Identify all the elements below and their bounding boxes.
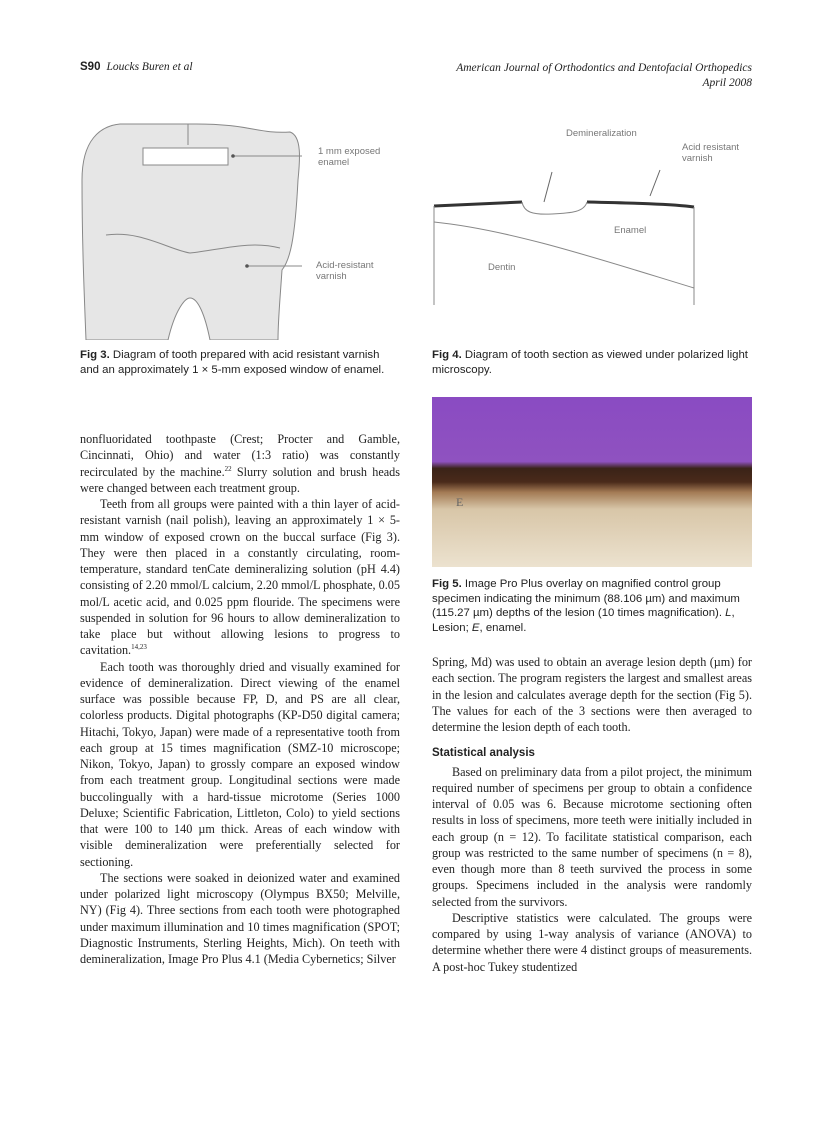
left-column-text bbox=[80, 431, 400, 967]
text: Slurry solution and brush heads were changed between each treatment group. bbox=[80, 464, 400, 495]
caption-text: , Lesion; bbox=[432, 607, 735, 634]
caption-text: Diagram of tooth section as viewed under polarized light microscopy. bbox=[432, 349, 748, 376]
label-acid-resistant-varnish: Acid resistant varnish bbox=[682, 142, 740, 164]
running-header-left bbox=[80, 61, 193, 73]
issue-date: April 2008 bbox=[702, 77, 752, 89]
paragraph bbox=[80, 431, 400, 496]
running-header-right bbox=[456, 61, 752, 91]
photo-label-enamel: E bbox=[456, 495, 464, 509]
paragraph: Descriptive statistics were calculated. The groups were compared by using 1-way analysis of variance (ANOVA) to determine whether there were 4 distinct groups of measurements. A post-hoc Tukey studentized bbox=[432, 910, 752, 974]
journal-name: American Journal of Orthodontics and Dentofacial Orthopedics bbox=[456, 62, 752, 74]
page-number: S90 bbox=[80, 61, 101, 73]
figure-4-diagram bbox=[432, 120, 752, 305]
label-demineralization: Demineralization bbox=[566, 128, 637, 139]
label-enamel: Enamel bbox=[614, 225, 647, 236]
figure-3-caption bbox=[80, 348, 400, 377]
paragraph: Based on preliminary data from a pilot project, the minimum required number of specimens per group to obtain a confidence interval of 0.05 was 6. Because microtome sectioning often results in loss of specimens, more teeth were initially included in each group (n = 12). To facilitate statistical comparison, each group was restricted to the same number of specimens (n = 8), even though more than 8 teeth survived the process in some groups. Specimens included in the analysis were randomly selected from the survivors. bbox=[432, 764, 752, 909]
figure-4-caption bbox=[432, 348, 752, 377]
caption-text: Image Pro Plus overlay on magnified control group specimen indicating the minimum (88.106 µm) and maximum (115.27 µm) depths of the lesion (10 times magnification). bbox=[432, 578, 740, 620]
figure-5-caption bbox=[432, 577, 752, 635]
paragraph: The sections were soaked in deionized water and examined under polarized light microscopy (Olympus BX50; Melville, NY) (Fig 4). Three sections from each tooth were photographed under maximum illumination and 10 times magnification (SPOT; Diagnostic Instruments, Sterling Heights, Mich). On teeth with demineralization, Image Pro Plus 4.1 (Media Cybernetics; Silver bbox=[80, 870, 400, 966]
right-column-text bbox=[432, 654, 752, 975]
paragraph bbox=[80, 496, 400, 659]
text: nonfluoridated toothpaste (Crest; Procter and Gamble, Cincinnati, Ohio) and water (1:3 ratio) was constantly recirculated by the machine. bbox=[80, 432, 400, 479]
figure-3-diagram bbox=[80, 120, 400, 340]
caption-text: , enamel. bbox=[479, 621, 527, 634]
section-heading: Statistical analysis bbox=[432, 747, 535, 760]
paragraph: Each tooth was thoroughly dried and visually examined for evidence of demineralization. Direct viewing of the enamel surface was possible because FP, D, and PS are all clear, colorless products. Digital photographs (KP-D50 digital camera; Hitachi, Tokyo, Japan) were made of a representative tooth from each group at 15 times magnification (SMZ-10 microscope; Nikon, Tokyo, Japan) to grossly compare an exposed window from each treatment group. Longitudinal sections were made buccolingually with a hard-tissue microtome (Series 1000 Deluxe; Scientific Fabrication, Littleton, Colo) to yield sections that were 100 to 140 µm thick. Areas of each window with visible demineralization were preferentially selected for sectioning. bbox=[80, 659, 400, 869]
caption-label: Fig 5. bbox=[432, 578, 462, 590]
label-dentin: Dentin bbox=[488, 262, 516, 273]
text: Teeth from all groups were painted with a thin layer of acid-resistant varnish (nail polish), leaving an approximately 1 × 5-mm window of exposed crown on the buccal surface (Fig 3). They were then placed in a constantly circulating, room-temperature, standard tenCate demineralizing solution (pH 4.4) consisting of 2.20 mmol/L calcium, 2.20 mmol/L phosphate, 0.05 mol/L acetic acid, and 0.025 ppm flouride. The specimens were suspended in solution for 96 hours to allow demineralization to take place but without allowing lesions to progress to cavitation. bbox=[80, 497, 400, 658]
caption-text: Diagram of tooth prepared with acid resistant varnish and an approximately 1 × 5-mm exposed window of enamel. bbox=[80, 349, 385, 376]
caption-label: Fig 3. bbox=[80, 349, 110, 361]
caption-label: Fig 4. bbox=[432, 349, 462, 361]
label-acid-resistant-varnish: Acid-resistant varnish bbox=[316, 260, 374, 282]
caption-abbrev-l: L bbox=[725, 607, 732, 620]
citation: 22 bbox=[224, 464, 232, 473]
paragraph: Spring, Md) was used to obtain an average lesion depth (µm) for each section. The program registers the largest and smallest areas in the lesion and calculates average depth for the section (Fig 5). The values for each of the 3 sections were then averaged to determine the lesion depth of each tooth. bbox=[432, 655, 752, 734]
caption-abbrev-e: E bbox=[471, 621, 480, 634]
label-exposed-enamel: 1 mm exposed enamel bbox=[318, 146, 381, 168]
citation: 14,23 bbox=[131, 643, 147, 652]
figure-5-micrograph bbox=[432, 397, 752, 567]
authors: Loucks Buren et al bbox=[106, 61, 193, 73]
